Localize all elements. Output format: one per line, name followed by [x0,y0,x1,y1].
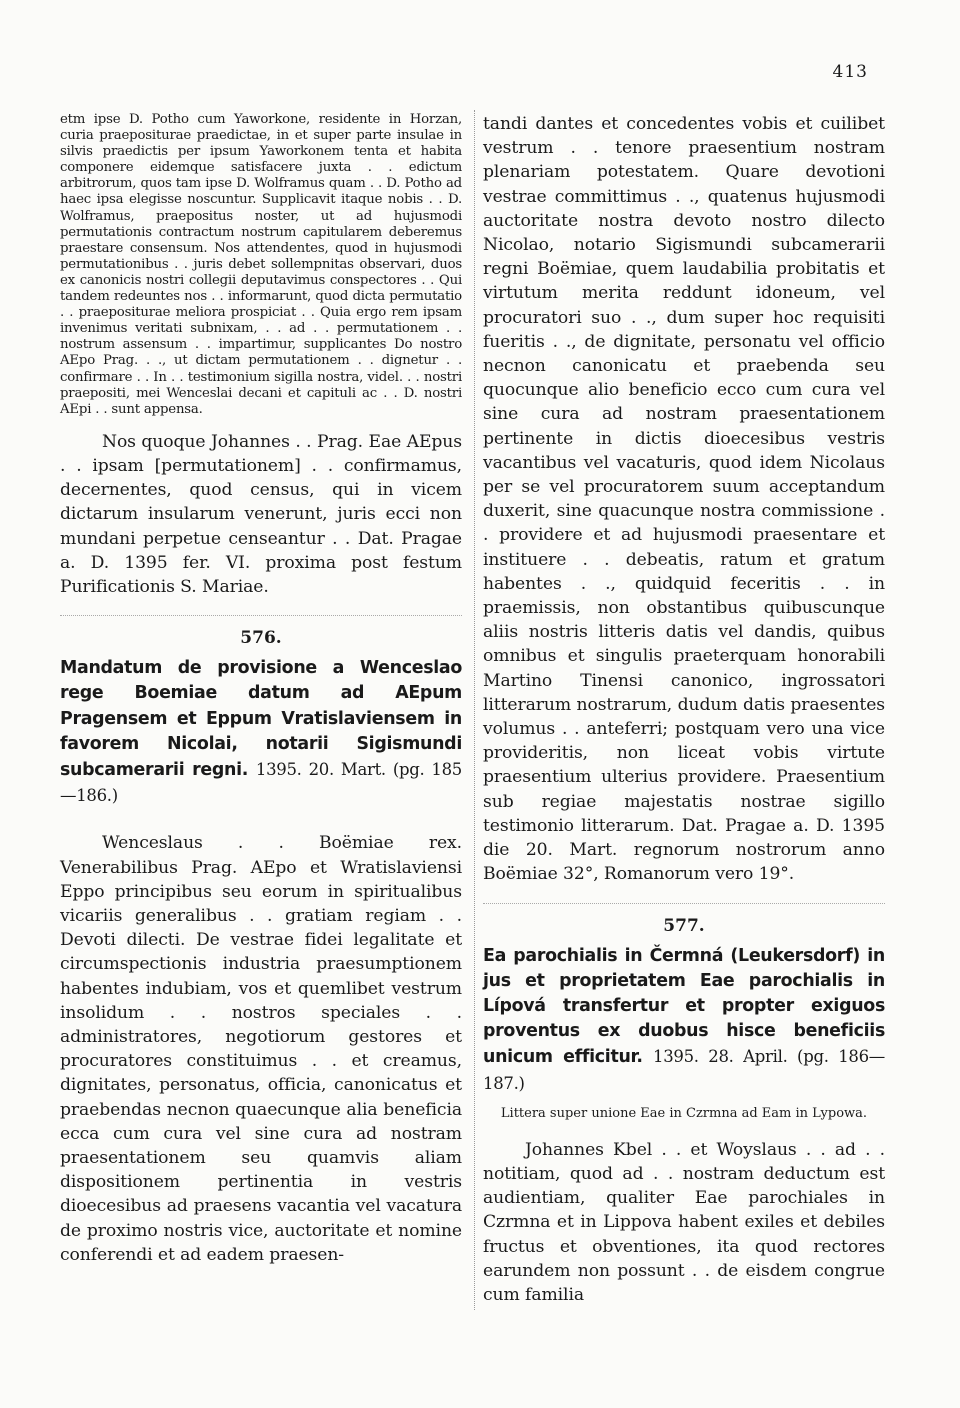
left-column [60,112,462,1267]
entry-date: 1395. 28. April. (pg. 186—187.) [483,1047,885,1093]
entry-subtitle: Littera super unione Eae in Czrmna ad Eam in Lypowa. [500,1105,868,1121]
column-divider [474,110,476,1310]
paragraph-small: etm ipse D. Potho cum Yaworkone, residente in Horzan, curia praepositurae praedictae, in et super parte insulae in silvis praedictis per ipsum Yaworkonem tenta et habita componere eidemque satisfacere juxta . . edictum arbitrorum, quos tam ipse D. Wolframus quam . . D. Potho ad haec ipsa elegisse noscuntur. Supplicavit itaque nobis . . D. Wolframus, praepositus noster, ut ad hujusmodi permutationis contractum nostrum capitularem deberemus praestare consensum. Nos attendentes, quod in hujusmodi permutationibus . . juris debet sollempnitas observari, duos ex canonicis nostri collegii deputavimus conspectores . . Qui tandem redeuntes nos . . informarunt, quod dicta permutatio . . praepositurae meliora prospiciat . . Quia ergo rem ipsam invenimus veritati subnixam, . . ad . . permutationem . . nostrum assensum . . impartimur, supplicantes Do nostro AEpo Prag. . ., ut dictam permutationem . . dignetur . . confirmare . . In . . testimonium sigilla nostra, videl. . . nostri praepositi, mei Wenceslai decani et capituli ac . . D. nostri AEpi . . sunt appensa. [60,112,462,417]
entry-title: Mandatum de provisione a Wenceslao rege Boemiae datum ad AEpum Pragensem et Eppum Vratislaviensem in favorem Nicolai, notarii Sigismundi subcamerarii regni. [60,658,462,781]
entry-heading [60,656,462,809]
entry-number: 577. [663,915,705,936]
entry-number: 576. [240,628,282,649]
entry-heading [483,944,885,1097]
section-separator [60,615,462,616]
entry-date: 1395. 20. Mart. (pg. 185—186.) [60,760,462,806]
paragraph-body: tandi dantes et concedentes vobis et cuilibet vestrum . . tenore praesentium nostram plenariam potestatem. Quare devotioni vestrae committimus . ., quatenus hujusmodi auctoritate nostra devoto nostro dilecto Nicolao, notario Sigismundi subcamerarii regni Boëmiae, quem laudabilia probitatis et virtutum merita reddunt idoneum, vel procuratori suo . ., dum super hoc requisiti fueritis . ., de dignitate, personatu vel officio necnon canonicatu et praebenda seu quocunque alio beneficio ecco cum cura vel sine cura ad nostram praesentationem pertinente in dictis dioecesibus vestris vacantibus vel vacaturis, quod idem Nicolaus per se vel procuratorem suum acceptandum duxerit, sine quacunque nostra commissione . . providere et ad hujusmodi praesentare et instituere . . debeatis, ratum et gratum habentes . ., quidquid feceritis . . in praemissis, non obstantibus quibuscunque aliis nostris litteris datis vel dandis, quibus omnibus et singulis praeterquam honorabili Martino Tinensi canonico, ingrossatori litterarum nostrarum, dudum datis praesentes volumus . . anteferri; postquam vero una vice provideritis, non liceat vobis virtute praesentium ulterius providere. Praesentium sub regiae majestatis nostrae sigillo testimonio litterarum. Dat. Pragae a. D. 1395 die 20. Mart. regnorum nostrorum anno Boëmiae 32°, Romanorum vero 19°. [483,114,885,885]
section-separator [483,903,885,904]
paragraph-body: Wenceslaus . . Boëmiae rex. Venerabilibus Prag. AEpo et Wratislaviensi Eppo principibus seu eorum in spiritualibus vicariis generalibus . . gratiam regiam . . Devoti dilecti. De vestrae fidei legalitate et circumspectionis industria praesumptionem habentes indubiam, vos et quemlibet vestrum insolidum . . nostros speciales . . administratores, negotiorum gestores et procuratores constituimus . . et creamus, dignitates, personatus, officia, canonicatus et praebendas necnon quaecunque alia beneficia ecca cum cura vel sine cura ad nostram praesentationem seu quamvis aliam dispositionem pertinentia in vestris dioecesibus ad praesens vacantia vel vacatura de proximo nostris vice, auctoritate et nomine conferendi et ad eadem praesen- [60,833,462,1265]
page-number: 413 [832,62,868,82]
paragraph-body: Johannes Kbel . . et Woyslaus . . ad . . notitiam, quod ad . . nostram deductum est audientiam, qualiter Eae parochiales in Czrmna et in Lippova habent exiles et debiles fructus et obventiones, ita quod rectores earundem non possunt . . de eisdem congrue cum familia [483,1139,885,1305]
right-column [483,112,885,1307]
paragraph-confirmation: Nos quoque Johannes . . Prag. Eae AEpus . . ipsam [permutationem] . . confirmamus, decernentes, quod census, qui in vicem dictarum insularum venerunt, juris ecci non mundani perpetue censeantur . . Dat. Pragae a. D. 1395 fer. VI. proxima post festum Purificationis S. Mariae. [60,431,462,597]
entry-title: Ea parochialis in Čermná (Leukersdorf) in jus et proprietatem Eae parochialis in Lípová transfertur et propter exiguos proventus ex duobus hisce beneficiis unicum efficitur. [483,945,885,1068]
